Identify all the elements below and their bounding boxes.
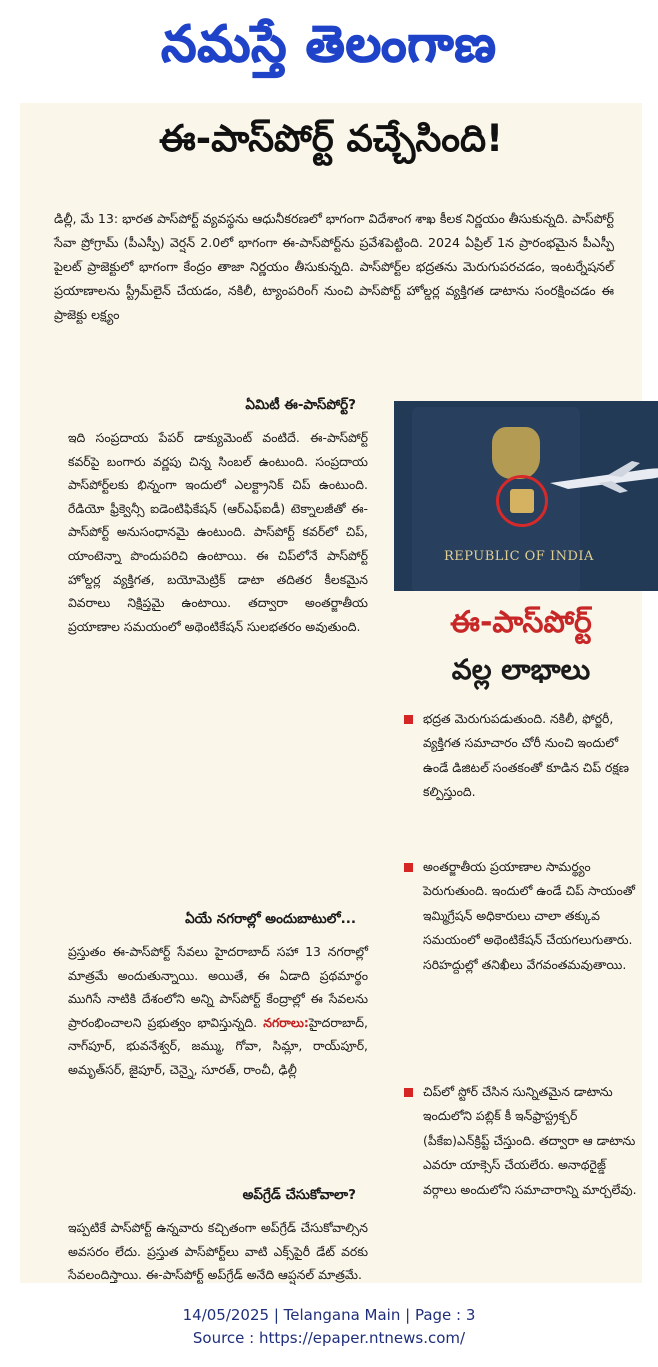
section-what-is [68, 397, 368, 638]
bullet-icon [404, 1088, 413, 1097]
benefits-box [404, 605, 638, 1197]
benefit-text: భద్రత మెరుగుపడుతుంది. నకిలీ, ఫోర్జరీ, వ్యక్తిగత సమాచారం చోరీ నుంచి ఇందులో ఉండే డిజిటల్ సంతకంతో కూడిన చిప్ రక్షణ కల్పిస్తుంది. [423, 711, 630, 800]
benefits-subheading: వల్ల లాభాలు [451, 653, 591, 686]
benefit-text: చిప్‌లో స్టోర్ చేసిన సున్నితమైన డాటాను ఇందులోని పబ్లిక్ కీ ఇన్‌ఫ్రాస్ట్రక్చర్ (పీకేఐ)ఎన్‌క్రిప్ట్ చేస్తుంది. తద్వారా ఆ డాటాను ఎవరూ యాక్సెస్ చేయలేరు. అనాథరైజ్డ్ వర్గాలు అందులోని సమాచారాన్ని మార్చలేవు. [423, 1084, 637, 1197]
footer-source: Source : https://epaper.ntnews.com/ [192, 1329, 466, 1347]
footer-date-page: 14/05/2025 | Telangana Main | Page : 3 [182, 1306, 476, 1324]
cities-label: నగరాలు: [263, 1014, 309, 1030]
benefit-item [404, 855, 638, 977]
section-cities [68, 911, 368, 1082]
section-body [68, 940, 368, 1082]
section-upgrade [68, 1187, 368, 1287]
section-body-text: ప్రస్తుతం ఈ-పాస్‌పోర్ట్ సేవలు హైదరాబాద్ సహా 13 నగరాల్లో మాత్రమే అందుతున్నాయి. అయితే, ఈ ఏడాది ప్రథమార్థం ముగిసే నాటికి దేశంలోని అన్ని పాస్‌పోర్ట్ కేంద్రాల్లో ఈ సేవలను ప్రారంభించాలని ప్రభుత్వం భావిస్తున్నది. [68, 944, 368, 1030]
article-intro: డిల్లీ, మే 13: భారత పాస్‌పోర్ట్ వ్యవస్థను ఆధునీకరణలో భాగంగా విదేశాంగ శాఖ కీలక నిర్ణయం తీసుకున్నది. పాస్‌పోర్ట్ సేవా ప్రోగ్రామ్ (పీఎస్పీ) వెర్షన్ 2.0లో భాగంగా ఈ-పాస్‌పోర్ట్‌ను ప్రవేశపెట్టింది. 2024 ఏప్రిల్ 1న ప్రారంభమైన పీఎస్పీ పైలట్ ప్రాజెక్టులో భాగంగా కేంద్రం తాజా నిర్ణయం తీసుకున్నది. పాస్‌పోర్ట్‌ల భద్రతను మెరుగుపరచడం, ఇంటర్నేషనల్ ప్రయాణాలను స్ట్రీమ్‌లైన్ చేయడం, నకిలీ, ట్యాంపరింగ్ నుంచి పాస్‌పోర్ట్ హోల్డర్ల వ్యక్తిగత డాటాను సంరక్షించడం ఈ ప్రాజెక్టు లక్ష్యం [54, 211, 614, 322]
section-body: ఇది సంప్రదాయ పేపర్ డాక్యుమెంట్ వంటిదే. ఈ-పాస్‌పోర్ట్ కవర్‌పై బంగారు వర్ణపు చిన్న సింబల్ ఉంటుంది. సంప్రదాయ పాస్‌పోర్ట్‌లకు భిన్నంగా ఇందులో ఎలక్ట్రానిక్ చిప్ ఉంటుంది. రేడియో ఫ్రీక్వెన్సీ ఐడెంటిఫికేషన్ (ఆర్ఎఫ్ఐడీ) టెక్నాలజీతో ఈ-పాస్‌పోర్ట్ అనుసంధానమై ఉంటుంది. పాస్‌పోర్ట్ కవర్‌లో చిప్, యాంటెన్నా పొందుపరిచి ఉంటాయి. ఈ చిప్‌లోనే పాస్‌పోర్ట్ హోల్డర్ల వ్యక్తిగత, బయోమెట్రిక్ డాటా తదితర కీలకమైన వివరాలు నిక్షిప్తమై ఉంటాయి. తద్వారా అంతర్జాతీయ ప్రయాణాల సమయంలో అథెంటికేషన్ సులభతరం అవుతుంది. [68, 430, 368, 634]
benefit-text: అంతర్జాతీయ ప్రయాణాల సామర్థ్యం పెరుగుతుంది. ఇందులో ఉండే చిప్ సాయంతో ఇమ్మిగ్రేషన్ అధికారులు చాలా తక్కువ సమయంలో అథెంటికేషన్ చేయగలుగుతారు. సరిహద్దుల్లో తనిఖీలు వేగవంతమవుతాయి. [423, 859, 635, 972]
benefit-item [404, 1080, 638, 1202]
chip-icon [510, 489, 534, 513]
section-heading: ఏమిటీ ఈ-పాస్‌పోర్ట్? [245, 397, 356, 413]
emblem-icon [492, 427, 540, 479]
section-heading: ఏయే నగరాల్లో అందుబాటులో... [185, 911, 356, 927]
section-body: ఇప్పటికే పాస్‌పోర్ట్ ఉన్నవారు కచ్చితంగా అప్‌గ్రేడ్ చేసుకోవాల్సిన అవసరం లేదు. ప్రస్తుత పాస్‌పోర్ట్‌లు వాటి ఎక్స్‌పైరీ డేట్ వరకు సేవలందిస్తాయి. ఈ-పాస్‌పోర్ట్ అప్‌గ్రేడ్ అనేది ఆప్షనల్ మాత్రమే. [68, 1220, 368, 1283]
newspaper-logo: నమస్తే తెలంగాణ [161, 14, 497, 73]
bullet-icon [404, 715, 413, 724]
passport-cover-text: REPUBLIC OF INDIA [444, 549, 594, 564]
section-heading: అప్‌గ్రేడ్ చేసుకోవాలా? [242, 1187, 356, 1203]
cities-list: హైదరాబాద్, నాగ్‌పూర్, భువనేశ్వర్, జమ్ము, గోవా, సిమ్లా, రాయ్‌పూర్, అమృత్‌సర్, జైపూర్, చెన్నై, సూరత్, రాంచీ, ఢిల్లీ [68, 1014, 368, 1077]
passport-cover [412, 407, 594, 591]
masthead [0, 0, 658, 100]
benefit-item [404, 707, 638, 805]
article-headline: ఈ-పాస్‌పోర్ట్ వచ్చేసింది! [158, 117, 504, 160]
article-clipping [20, 103, 642, 1283]
bullet-icon [404, 863, 413, 872]
airplane-icon [548, 459, 658, 495]
passport-photo [394, 401, 658, 591]
benefits-heading: ఈ-పాస్‌పోర్ట్ [450, 605, 592, 640]
